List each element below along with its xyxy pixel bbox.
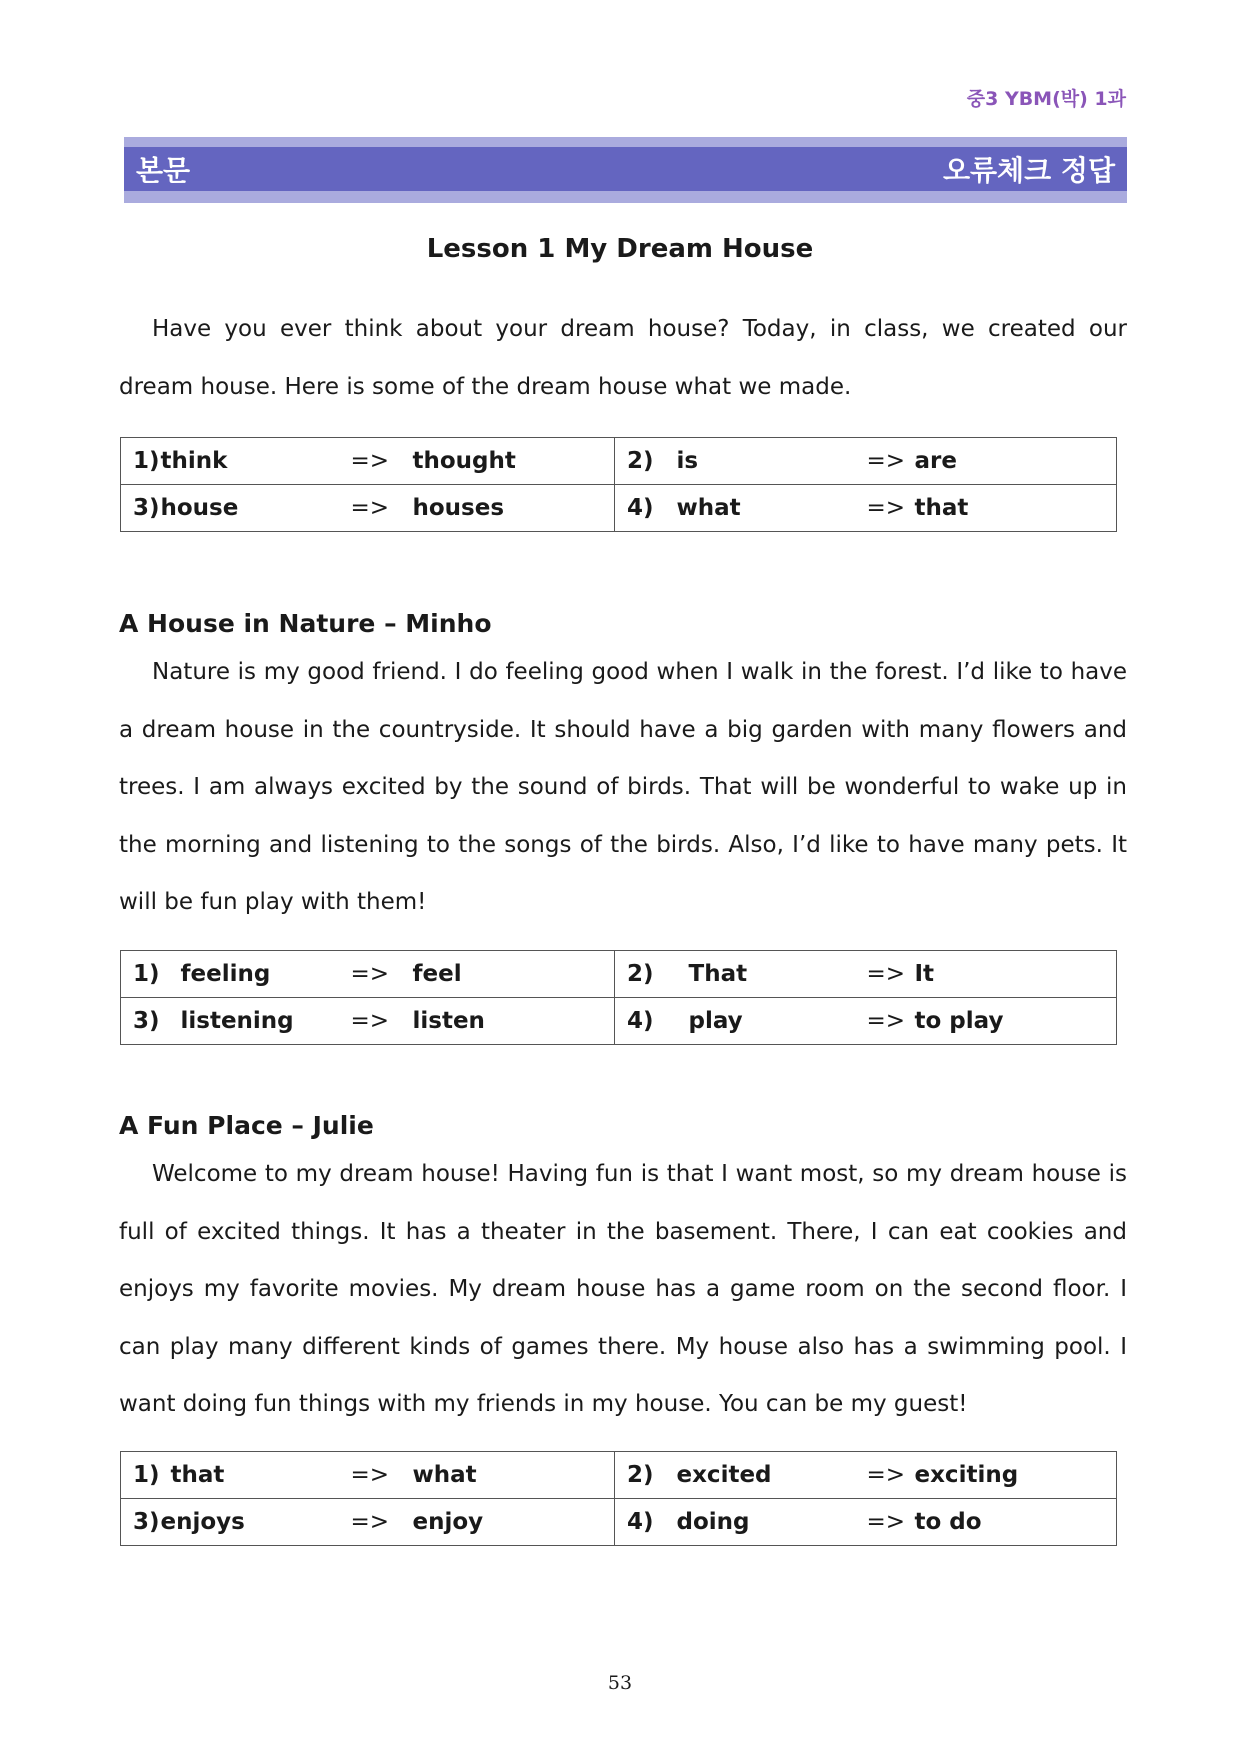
incorrect-word: what bbox=[677, 485, 867, 532]
intro-paragraph: Have you ever think about your dream house? Today, in class, we created our dream house. Here is some of the dream house what we made. bbox=[119, 316, 1127, 400]
item-number: 3) bbox=[121, 485, 161, 532]
section-banner bbox=[124, 137, 1127, 203]
incorrect-word: enjoys bbox=[161, 1499, 351, 1546]
corrected-word: to play bbox=[915, 998, 1117, 1045]
intro-answer-table bbox=[120, 437, 1117, 532]
arrow: => bbox=[351, 1452, 413, 1499]
incorrect-word: play bbox=[677, 998, 867, 1045]
item-number: 4) bbox=[615, 1499, 677, 1546]
arrow: => bbox=[351, 998, 413, 1045]
table-row bbox=[121, 951, 1117, 998]
banner-label-right: 오류체크 정답 bbox=[942, 154, 1115, 187]
incorrect-word: think bbox=[161, 438, 351, 485]
section-paragraph: Nature is my good friend. I do feeling good when I walk in the forest. I’d like to have a dream house in the countryside. It should have a big garden with many flowers and trees. I am always excited by the sound of birds. That will be wonderful to wake up in the morning and listening to the songs of the birds. Also, I’d like to have many pets. It will be fun play with them! bbox=[119, 659, 1127, 916]
table-row bbox=[121, 438, 1117, 485]
section-heading: A Fun Place – Julie bbox=[119, 1111, 374, 1140]
lesson-tag: 중3 YBM(박) 1과 bbox=[966, 88, 1126, 110]
arrow: => bbox=[867, 1499, 915, 1546]
item-number: 3) bbox=[121, 1499, 161, 1546]
item-number: 4) bbox=[615, 485, 677, 532]
item-number: 4) bbox=[615, 998, 677, 1045]
item-number: 2) bbox=[615, 438, 677, 485]
table-row bbox=[121, 485, 1117, 532]
corrected-word: are bbox=[915, 438, 1117, 485]
corrected-word: exciting bbox=[915, 1452, 1117, 1499]
incorrect-word: listening bbox=[161, 998, 351, 1045]
corrected-word: what bbox=[413, 1452, 615, 1499]
corrected-word: feel bbox=[413, 951, 615, 998]
section-heading: A House in Nature – Minho bbox=[119, 609, 492, 638]
incorrect-word: excited bbox=[677, 1452, 867, 1499]
corrected-word: It bbox=[915, 951, 1117, 998]
incorrect-word: house bbox=[161, 485, 351, 532]
corrected-word: to do bbox=[915, 1499, 1117, 1546]
arrow: => bbox=[867, 998, 915, 1045]
table-row bbox=[121, 998, 1117, 1045]
arrow: => bbox=[867, 1452, 915, 1499]
incorrect-word: That bbox=[677, 951, 867, 998]
lesson-title: Lesson 1 My Dream House bbox=[426, 234, 814, 264]
corrected-word: that bbox=[915, 485, 1117, 532]
arrow: => bbox=[351, 1499, 413, 1546]
corrected-word: thought bbox=[413, 438, 615, 485]
arrow: => bbox=[867, 438, 915, 485]
item-number: 2) bbox=[615, 1452, 677, 1499]
section-paragraph: Welcome to my dream house! Having fun is that I want most, so my dream house is full of excited things. It has a theater in the basement. There, I can eat cookies and enjoys my favorite movies. My dream house has a game room on the second floor. I can play many different kinds of games there. My house also has a swimming pool. I want doing fun things with my friends in my house. You can be my guest! bbox=[119, 1161, 1127, 1418]
arrow: => bbox=[351, 951, 413, 998]
incorrect-word: that bbox=[161, 1452, 351, 1499]
item-number: 3) bbox=[121, 998, 161, 1045]
arrow: => bbox=[867, 485, 915, 532]
incorrect-word: feeling bbox=[161, 951, 351, 998]
item-number: 2) bbox=[615, 951, 677, 998]
item-number: 1) bbox=[121, 438, 161, 485]
corrected-word: enjoy bbox=[413, 1499, 615, 1546]
item-number: 1) bbox=[121, 1452, 161, 1499]
page-number: 53 bbox=[607, 1672, 633, 1694]
arrow: => bbox=[867, 951, 915, 998]
table-row bbox=[121, 1452, 1117, 1499]
corrected-word: houses bbox=[413, 485, 615, 532]
table-row bbox=[121, 1499, 1117, 1546]
incorrect-word: doing bbox=[677, 1499, 867, 1546]
section1-answer-table bbox=[120, 950, 1117, 1045]
incorrect-word: is bbox=[677, 438, 867, 485]
banner-label-left: 본문 bbox=[136, 154, 191, 187]
corrected-word: listen bbox=[413, 998, 615, 1045]
arrow: => bbox=[351, 485, 413, 532]
section2-answer-table bbox=[120, 1451, 1117, 1546]
arrow: => bbox=[351, 438, 413, 485]
item-number: 1) bbox=[121, 951, 161, 998]
